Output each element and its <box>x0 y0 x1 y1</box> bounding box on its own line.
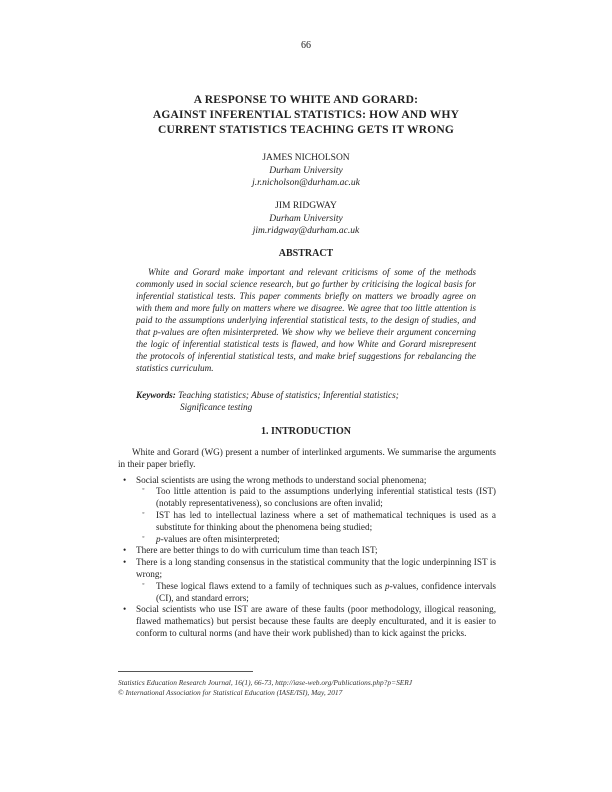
sub-bullet-item <box>118 581 496 605</box>
bullet-text: These logical flaws extend to a family of techniques such as p-values, confidence intervals (CI), and standard errors; <box>156 580 496 603</box>
author-name: JIM RIDGWAY <box>275 201 337 211</box>
author-affiliation: Durham University <box>269 213 343 224</box>
bullet-circle-icon: ◦ <box>142 579 145 588</box>
title-line: CURRENT STATISTICS TEACHING GETS IT WRONG <box>157 124 455 136</box>
intro-paragraph: White and Gorard (WG) present a number of interlinked arguments. We summarise the arguments in their paper briefly. <box>118 447 496 469</box>
bullet-dot-icon: • <box>123 557 127 568</box>
author-name: JAMES NICHOLSON <box>262 153 350 163</box>
bullet-text: IST has led to intellectual laziness where a set of mathematical techniques is used as a substitute for thinking about the phenomena being studied; <box>156 509 496 532</box>
page-number: 66 <box>301 40 311 51</box>
footnote-rule <box>118 671 253 672</box>
section-heading: 1. INTRODUCTION <box>260 426 351 437</box>
sub-bullet-item <box>118 510 496 534</box>
abstract-heading: ABSTRACT <box>278 248 334 259</box>
bullet-text: Social scientists are using the wrong methods to understand social phenomena; <box>136 474 427 485</box>
bullet-circle-icon: ◦ <box>142 485 145 494</box>
author-block <box>0 200 612 238</box>
sub-bullet-item <box>118 534 496 546</box>
author-email: jim.ridgway@durham.ac.uk <box>252 226 360 236</box>
abstract-text: White and Gorard make important and relevant criticisms of some of the methods commonly used in social science research, but go further by criticising the logical basis for inferential statistical tests. This paper comments briefly on matters we broadly agree on with them and more fully on matters where we disagree. We agree that too little attention is paid to the assumptions underlying inferential statistical tests, to the design of studies, and that p-values are often misinterpreted. We show why we believe their argument concerning the logic of inferential statistical tests is flawed, and how White and Gorard misrepresent the protocols of inferential statistical tests, and make brief suggestions for rebalancing the statistics curriculum. <box>136 267 476 373</box>
title-line: AGAINST INFERENTIAL STATISTICS: HOW AND WHY <box>152 109 460 121</box>
sub-bullet-item <box>118 486 496 510</box>
bullet-dot-icon: • <box>123 604 127 615</box>
footnote-line: Statistics Education Research Journal, 16(1), 66-73, http://iase-web.org/Publications.php?p=SERJ <box>118 678 413 687</box>
bullet-dot-icon: • <box>123 545 127 556</box>
bullet-dot-icon: • <box>123 474 127 485</box>
bullet-item <box>118 545 496 557</box>
keywords <box>136 389 476 413</box>
body-text <box>118 447 496 640</box>
keywords-text: Teaching statistics; Abuse of statistics; Inferential statistics; <box>178 390 399 400</box>
bullet-text: There is a long standing consensus in the statistical community that the logic underpinning IST is wrong; <box>136 557 496 579</box>
bullet-list <box>118 475 496 640</box>
bullet-text: Social scientists who use IST are aware of these faults (poor methodology, illogical reasoning, flawed mathematics) but persist because these faults are deeply enculturated, and it is easier to conform to cultural norms (and have their work published) than to kick against the pricks. <box>136 604 496 638</box>
footnote <box>118 678 496 698</box>
bullet-item <box>118 604 496 639</box>
bullet-item <box>118 475 496 487</box>
bullet-item <box>118 557 496 581</box>
paper-title <box>0 93 612 138</box>
keywords-text: Significance testing <box>180 402 253 412</box>
author-block <box>0 152 612 190</box>
bullet-circle-icon: ◦ <box>142 508 145 517</box>
author-affiliation: Durham University <box>269 165 343 176</box>
author-email: j.r.nicholson@durham.ac.uk <box>252 178 360 188</box>
bullet-text: Too little attention is paid to the assumptions underlying inferential statistical tests (IST) (notably representativeness), so conclusions are often invalid; <box>156 486 496 509</box>
title-line: A RESPONSE TO WHITE AND GORARD: <box>193 94 419 106</box>
footnote-line: © International Association for Statistical Education (IASE/ISI), May, 2017 <box>118 688 343 697</box>
bullet-circle-icon: ◦ <box>142 532 145 541</box>
bullet-text: p-values are often misinterpreted; <box>156 533 280 544</box>
bullet-text: There are better things to do with curriculum time than teach IST; <box>136 545 378 556</box>
keywords-label: Keywords: <box>136 390 176 400</box>
